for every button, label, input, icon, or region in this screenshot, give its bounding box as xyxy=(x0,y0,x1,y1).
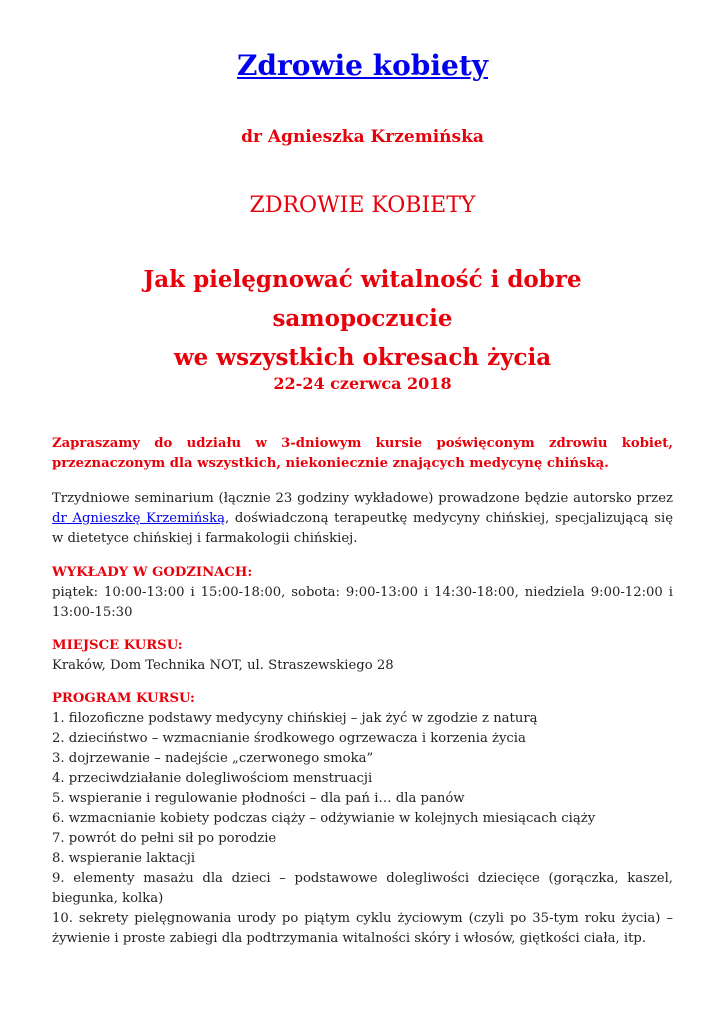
list-item: 8. wspieranie laktacji xyxy=(52,851,196,866)
program-section xyxy=(52,689,673,949)
list-item: 4. przeciwdziałanie dolegliwościom menstruacji xyxy=(52,771,373,786)
subtitle-line-1: Jak pielęgnować witalność i dobre samopoczucie xyxy=(143,266,582,332)
seminar-description xyxy=(52,489,673,549)
list-item: 9. elementy masażu dla dzieci – podstawowe dolegliwości dziecięce (gorączka, kaszel, biegunka, kolka) xyxy=(52,871,673,906)
author-link[interactable]: dr Agnieszkę Krzemińską xyxy=(52,511,225,526)
location-heading: MIEJSCE KURSU: xyxy=(52,638,183,653)
course-date: 22-24 czerwca 2018 xyxy=(273,374,452,393)
list-item: 1. filozoficzne podstawy medycyny chińskiej – jak żyć w zgodzie z naturą xyxy=(52,711,538,726)
description-text-end: , doświadczoną terapeutkę medycyny chińskiej, specjalizującą się w dietetyce chińskiej i farmakologii chińskiej. xyxy=(52,511,673,546)
program-heading: PROGRAM KURSU: xyxy=(52,691,195,706)
list-item: 3. dojrzewanie – nadejście „czerwonego smoka” xyxy=(52,751,374,766)
lectures-hours: piątek: 10:00-13:00 i 15:00-18:00, sobota: 9:00-13:00 i 14:30-18:00, niedziela 9:00-12:00 i 13:00-15:30 xyxy=(52,585,673,620)
course-name: ZDROWIE KOBIETY xyxy=(249,193,476,218)
list-item: 7. powrót do pełni sił po porodzie xyxy=(52,831,277,846)
invitation-text: Zapraszamy do udziału w 3-dniowym kursie poświęconym zdrowiu kobiet, przeznaczonym dla wszystkich, niekoniecznie znających medycynę chińską. xyxy=(52,436,673,471)
list-item: 5. wspieranie i regulowanie płodności – dla pań i… dla panów xyxy=(52,791,465,806)
course-subtitle xyxy=(52,260,673,377)
program-list xyxy=(52,709,673,949)
list-item: 6. wzmacnianie kobiety podczas ciąży – odżywianie w kolejnych miesiącach ciąży xyxy=(52,811,596,826)
lectures-heading: WYKŁADY W GODZINACH: xyxy=(52,565,253,580)
page-title-link[interactable]: Zdrowie kobiety xyxy=(236,49,489,82)
lectures-section xyxy=(52,563,673,623)
location-address: Kraków, Dom Technika NOT, ul. Straszewskiego 28 xyxy=(52,658,394,673)
author-name: dr Agnieszka Krzemińska xyxy=(241,127,484,147)
list-item: 2. dzieciństwo – wzmacnianie środkowego ogrzewacza i korzenia życia xyxy=(52,731,526,746)
location-section xyxy=(52,636,673,676)
description-text-start: Trzydniowe seminarium (łącznie 23 godziny wykładowe) prowadzone będzie autorsko przez xyxy=(52,491,673,506)
list-item: 10. sekrety pielęgnowania urody po piątym cyklu życiowym (czyli po 35-tym roku życia) – żywienie i proste zabiegi dla podtrzymania witalności skóry i włosów, giętkości ciała, itp. xyxy=(52,911,673,946)
subtitle-line-2: we wszystkich okresach życia xyxy=(173,344,552,371)
